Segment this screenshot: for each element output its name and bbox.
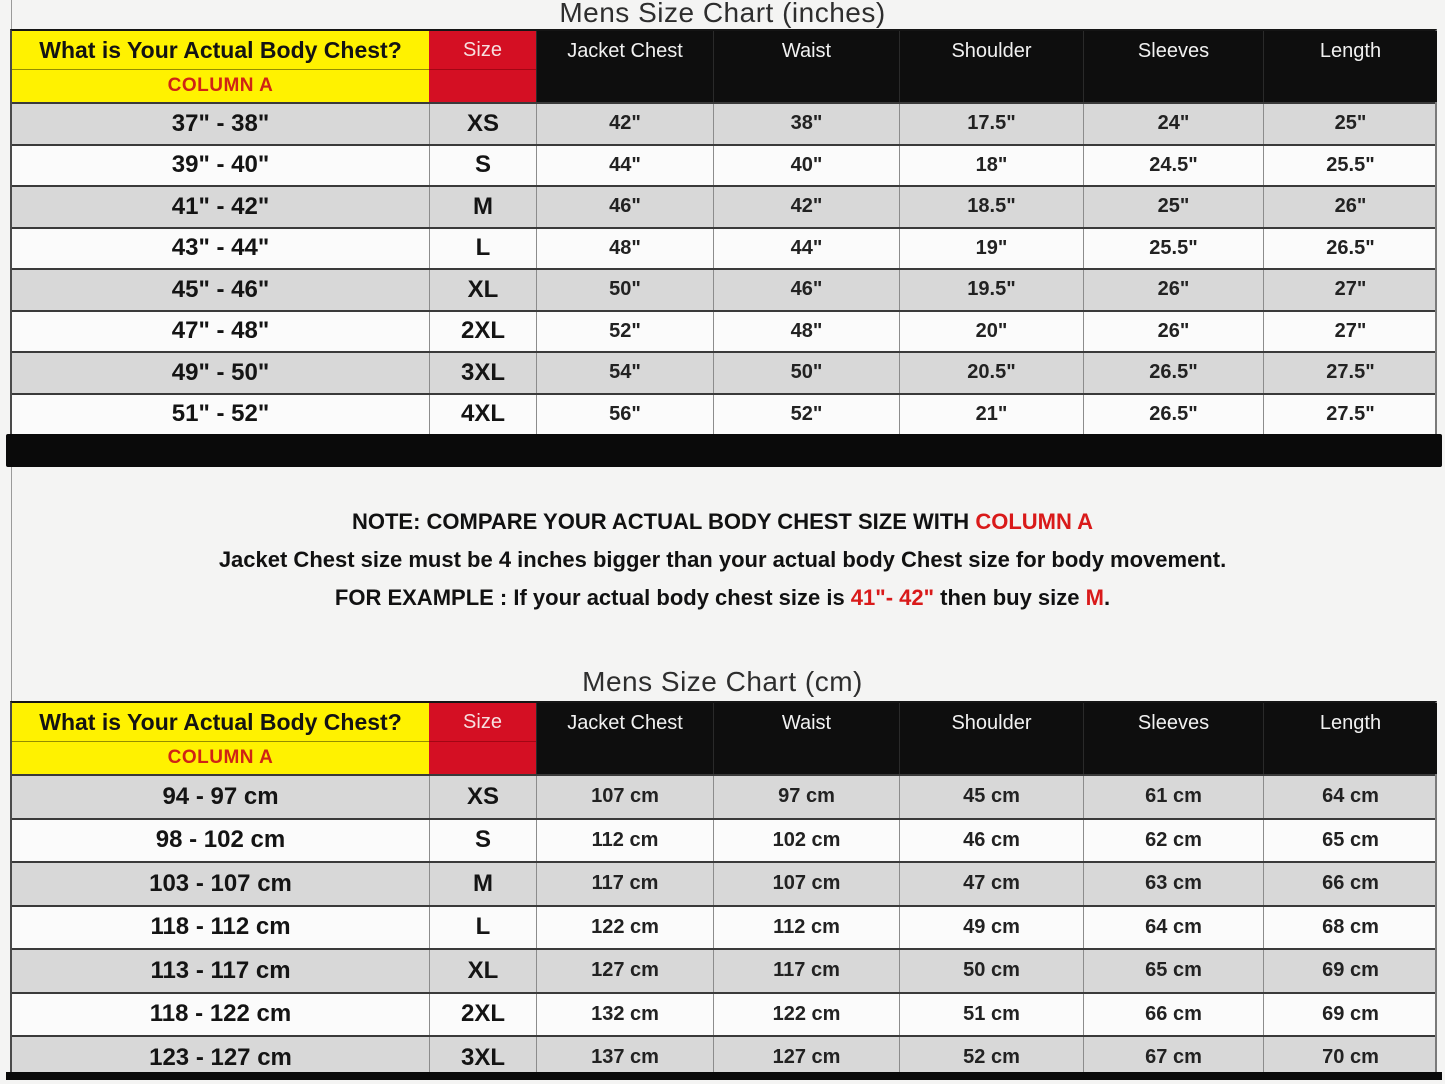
size-cell: L xyxy=(429,907,536,949)
waist-header: Waist xyxy=(713,703,899,774)
waist-cell: 112 cm xyxy=(713,907,899,949)
waist-cell: 40" xyxy=(713,146,899,186)
waist-cell: 42" xyxy=(713,187,899,227)
size-cell: 2XL xyxy=(429,312,536,352)
waist-cell: 97 cm xyxy=(713,776,899,818)
cm-chart-title: Mens Size Chart (cm) xyxy=(582,666,863,697)
column-a-highlight: COLUMN A xyxy=(975,509,1094,534)
waist-cell: 46" xyxy=(713,270,899,310)
table-row xyxy=(12,227,1435,269)
inches-size-table xyxy=(10,29,1437,434)
jacket-chest-cell: 54" xyxy=(536,353,713,393)
table-row xyxy=(12,948,1435,992)
chest-range-cell: 113 - 117 cm xyxy=(150,956,291,984)
table-row xyxy=(12,310,1435,352)
table-row xyxy=(12,774,1435,818)
jacket-chest-cell: 112 cm xyxy=(536,820,713,862)
black-separator-bar xyxy=(6,434,1442,467)
length-cell: 64 cm xyxy=(1263,776,1437,818)
length-cell: 26" xyxy=(1263,187,1437,227)
table-row xyxy=(12,393,1435,435)
shoulder-cell: 19" xyxy=(899,229,1083,269)
shoulder-cell: 21" xyxy=(899,395,1083,435)
chest-range-cell: 118 - 112 cm xyxy=(150,913,291,941)
sleeves-cell: 26.5" xyxy=(1083,395,1263,435)
shoulder-cell: 47 cm xyxy=(899,863,1083,905)
shoulder-cell: 19.5" xyxy=(899,270,1083,310)
waist-cell: 127 cm xyxy=(713,1037,899,1079)
size-chart-cm-section xyxy=(0,665,1445,1079)
sleeves-header: Sleeves xyxy=(1083,31,1263,102)
sleeves-cell: 62 cm xyxy=(1083,820,1263,862)
sleeves-cell: 25" xyxy=(1083,187,1263,227)
waist-cell: 117 cm xyxy=(713,950,899,992)
size-cell: M xyxy=(429,863,536,905)
table-row xyxy=(12,268,1435,310)
waist-cell: 107 cm xyxy=(713,863,899,905)
jacket-chest-cell: 50" xyxy=(536,270,713,310)
chest-range-cell: 103 - 107 cm xyxy=(149,869,292,897)
note-line-2: Jacket Chest size must be 4 inches bigger than your actual body Chest size for body movement. xyxy=(218,547,1227,572)
note-section xyxy=(0,467,1445,665)
size-cell: S xyxy=(429,146,536,186)
sleeves-cell: 26" xyxy=(1083,312,1263,352)
shoulder-cell: 52 cm xyxy=(899,1037,1083,1079)
length-cell: 25.5" xyxy=(1263,146,1437,186)
sleeves-cell: 26.5" xyxy=(1083,353,1263,393)
shoulder-header: Shoulder xyxy=(899,31,1083,102)
length-cell: 69 cm xyxy=(1263,994,1437,1036)
size-chart-inches-section xyxy=(0,0,1445,434)
shoulder-cell: 18.5" xyxy=(899,187,1083,227)
length-cell: 66 cm xyxy=(1263,863,1437,905)
sleeves-cell: 61 cm xyxy=(1083,776,1263,818)
cm-table-header xyxy=(12,703,1435,774)
jacket-chest-cell: 137 cm xyxy=(536,1037,713,1079)
chest-range-cell: 123 - 127 cm xyxy=(149,1043,292,1071)
waist-cell: 38" xyxy=(713,104,899,144)
sleeves-cell: 63 cm xyxy=(1083,863,1263,905)
size-cell: M xyxy=(429,187,536,227)
note-line-3: FOR EXAMPLE : If your actual body chest size is 41"- 42" then buy size M. xyxy=(334,585,1111,610)
bottom-black-bar xyxy=(6,1072,1442,1080)
chest-range-cell: 98 - 102 cm xyxy=(155,826,286,854)
shoulder-cell: 46 cm xyxy=(899,820,1083,862)
chest-range-cell: 43" - 44" xyxy=(171,234,270,262)
shoulder-cell: 20" xyxy=(899,312,1083,352)
size-cell: S xyxy=(429,820,536,862)
chest-range-cell: 51" - 52" xyxy=(171,400,270,428)
table-row xyxy=(12,861,1435,905)
table-row xyxy=(12,144,1435,186)
chest-range-cell: 41" - 42" xyxy=(171,192,270,220)
size-cell: 4XL xyxy=(429,395,536,435)
shoulder-cell: 50 cm xyxy=(899,950,1083,992)
shoulder-cell: 18" xyxy=(899,146,1083,186)
shoulder-cell: 51 cm xyxy=(899,994,1083,1036)
size-cell: XS xyxy=(429,104,536,144)
sleeves-header: Sleeves xyxy=(1083,703,1263,774)
waist-cell: 52" xyxy=(713,395,899,435)
waist-cell: 122 cm xyxy=(713,994,899,1036)
length-cell: 27.5" xyxy=(1263,395,1437,435)
jacket-chest-cell: 132 cm xyxy=(536,994,713,1036)
length-header: Length xyxy=(1263,31,1437,102)
size-cell: L xyxy=(429,229,536,269)
jacket-chest-cell: 107 cm xyxy=(536,776,713,818)
inches-table-rows xyxy=(12,102,1435,434)
table-row xyxy=(12,905,1435,949)
sleeves-cell: 64 cm xyxy=(1083,907,1263,949)
table-row xyxy=(12,992,1435,1036)
cm-table-rows xyxy=(12,774,1435,1079)
shoulder-cell: 45 cm xyxy=(899,776,1083,818)
column-a-label: COLUMN A xyxy=(167,75,274,96)
jacket-chest-cell: 117 cm xyxy=(536,863,713,905)
sleeves-cell: 24.5" xyxy=(1083,146,1263,186)
jacket-chest-cell: 127 cm xyxy=(536,950,713,992)
size-cell: XL xyxy=(429,950,536,992)
waist-cell: 102 cm xyxy=(713,820,899,862)
length-cell: 27" xyxy=(1263,270,1437,310)
sleeves-cell: 65 cm xyxy=(1083,950,1263,992)
jacket-chest-cell: 122 cm xyxy=(536,907,713,949)
sleeves-cell: 66 cm xyxy=(1083,994,1263,1036)
length-cell: 70 cm xyxy=(1263,1037,1437,1079)
jacket-chest-cell: 44" xyxy=(536,146,713,186)
length-cell: 27" xyxy=(1263,312,1437,352)
length-cell: 27.5" xyxy=(1263,353,1437,393)
shoulder-cell: 17.5" xyxy=(899,104,1083,144)
length-cell: 26.5" xyxy=(1263,229,1437,269)
size-header-label: Size xyxy=(429,703,536,742)
body-chest-question: What is Your Actual Body Chest? xyxy=(12,31,429,70)
jacket-chest-header: Jacket Chest xyxy=(536,31,713,102)
column-a-label: COLUMN A xyxy=(167,747,274,768)
chest-size-highlight: 41"- 42" xyxy=(850,585,935,610)
chest-range-cell: 45" - 46" xyxy=(171,275,270,303)
jacket-chest-cell: 48" xyxy=(536,229,713,269)
shoulder-header: Shoulder xyxy=(899,703,1083,774)
body-chest-question: What is Your Actual Body Chest? xyxy=(12,703,429,742)
chest-range-cell: 94 - 97 cm xyxy=(162,782,279,810)
length-cell: 65 cm xyxy=(1263,820,1437,862)
chest-range-cell: 39" - 40" xyxy=(171,151,270,179)
waist-cell: 44" xyxy=(713,229,899,269)
size-m-highlight: M xyxy=(1085,585,1104,610)
length-cell: 68 cm xyxy=(1263,907,1437,949)
chest-range-cell: 118 - 122 cm xyxy=(149,1000,292,1028)
size-header-label: Size xyxy=(429,31,536,70)
size-header-cell xyxy=(429,703,536,774)
shoulder-cell: 49 cm xyxy=(899,907,1083,949)
chest-range-cell: 47" - 48" xyxy=(171,317,270,345)
waist-cell: 50" xyxy=(713,353,899,393)
length-cell: 69 cm xyxy=(1263,950,1437,992)
jacket-chest-cell: 56" xyxy=(536,395,713,435)
table-row xyxy=(12,818,1435,862)
body-chest-header-cell xyxy=(12,703,429,774)
note-line-1: NOTE: COMPARE YOUR ACTUAL BODY CHEST SIZE WITH COLUMN A xyxy=(351,509,1094,534)
chest-range-cell: 37" - 38" xyxy=(171,109,270,137)
body-chest-header-cell xyxy=(12,31,429,102)
shoulder-cell: 20.5" xyxy=(899,353,1083,393)
sleeves-cell: 67 cm xyxy=(1083,1037,1263,1079)
cm-size-table xyxy=(10,701,1437,1079)
sleeves-cell: 25.5" xyxy=(1083,229,1263,269)
size-header-cell xyxy=(429,31,536,102)
chest-range-cell: 49" - 50" xyxy=(171,358,270,386)
inches-table-header xyxy=(12,31,1435,102)
waist-cell: 48" xyxy=(713,312,899,352)
jacket-chest-cell: 52" xyxy=(536,312,713,352)
jacket-chest-cell: 42" xyxy=(536,104,713,144)
sleeves-cell: 26" xyxy=(1083,270,1263,310)
table-row xyxy=(12,102,1435,144)
table-row xyxy=(12,351,1435,393)
jacket-chest-cell: 46" xyxy=(536,187,713,227)
size-cell: 3XL xyxy=(429,353,536,393)
size-cell: XL xyxy=(429,270,536,310)
table-row xyxy=(12,185,1435,227)
length-header: Length xyxy=(1263,703,1437,774)
size-cell: XS xyxy=(429,776,536,818)
inches-chart-title: Mens Size Chart (inches) xyxy=(559,0,886,28)
length-cell: 25" xyxy=(1263,104,1437,144)
jacket-chest-header: Jacket Chest xyxy=(536,703,713,774)
size-cell: 3XL xyxy=(429,1037,536,1079)
waist-header: Waist xyxy=(713,31,899,102)
sleeves-cell: 24" xyxy=(1083,104,1263,144)
size-cell: 2XL xyxy=(429,994,536,1036)
